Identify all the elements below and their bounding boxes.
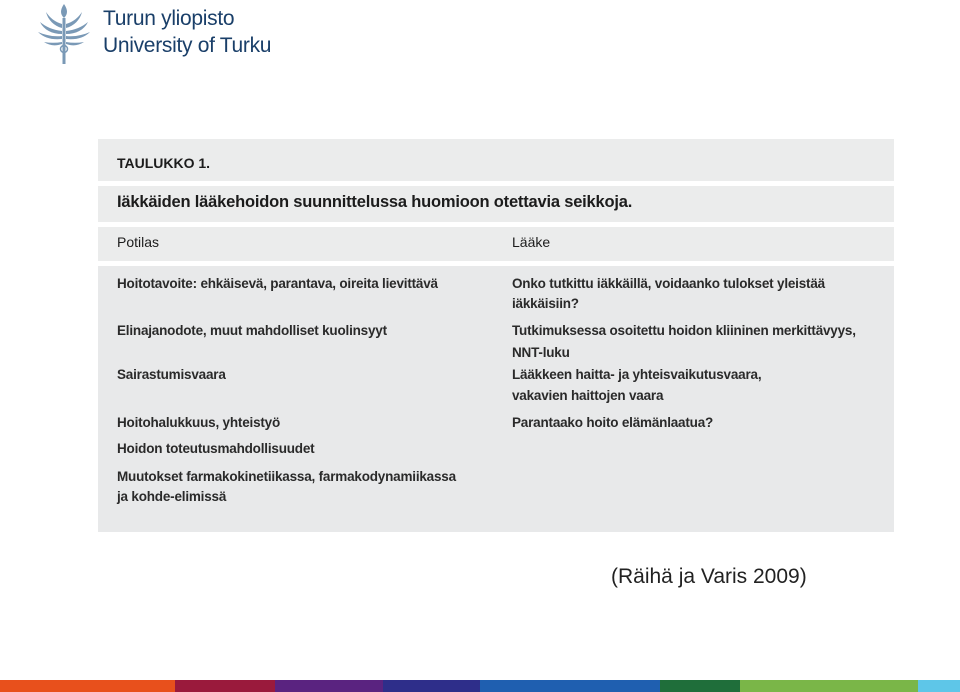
strip-segment <box>918 680 960 692</box>
table-cell: ja kohde-elimissä <box>117 489 227 504</box>
table-cell: Onko tutkittu iäkkäillä, voidaanko tulokset yleistää <box>512 276 825 291</box>
table-cell: Sairastumisvaara <box>117 367 226 382</box>
table-cell: NNT-luku <box>512 345 570 360</box>
table-cell: Elinajanodote, muut mahdolliset kuolinsyyt <box>117 323 387 338</box>
table-cell: Hoitotavoite: ehkäisevä, parantava, oireita lievittävä <box>117 276 438 291</box>
strip-segment <box>175 680 275 692</box>
strip-segment <box>275 680 383 692</box>
logo-name-finnish: Turun yliopisto <box>103 7 235 30</box>
strip-segment <box>740 680 918 692</box>
table-cell: iäkkäisiin? <box>512 296 579 311</box>
table-cell: Hoitohalukkuus, yhteistyö <box>117 415 281 430</box>
university-torch-emblem-icon <box>36 2 92 66</box>
column-header-patient: Potilas <box>117 234 160 250</box>
logo-wordmark <box>103 5 271 59</box>
table-cell: Hoidon toteutusmahdollisuudet <box>117 441 315 456</box>
caption-band <box>98 139 894 181</box>
strip-segment <box>480 680 660 692</box>
table-cell: vakavien haittojen vaara <box>512 388 664 403</box>
table-cell: Lääkkeen haitta- ja yhteisvaikutusvaara, <box>512 367 762 382</box>
strip-segment <box>383 680 480 692</box>
strip-segment <box>120 680 175 692</box>
logo-name-english: University of Turku <box>103 34 272 57</box>
university-logo <box>36 2 276 68</box>
strip-segment <box>0 680 120 692</box>
citation: (Räihä ja Varis 2009) <box>611 565 807 588</box>
table-title: Iäkkäiden lääkehoidon suunnittelussa huomioon otettavia seikkoja. <box>117 193 633 211</box>
table-cell: Parantaako hoito elämänlaatua? <box>512 415 714 430</box>
header-band <box>98 227 894 261</box>
footer-color-strip <box>0 680 960 692</box>
table-panel <box>98 139 894 532</box>
table-cell: Tutkimuksessa osoitettu hoidon kliininen merkittävyys, <box>512 323 856 338</box>
divider <box>98 261 894 266</box>
column-header-drug: Lääke <box>512 234 551 250</box>
strip-segment <box>660 680 740 692</box>
table-cell: Muutokset farmakokinetiikassa, farmakodynamiikassa <box>117 469 456 484</box>
table-caption: TAULUKKO 1. <box>117 155 211 171</box>
